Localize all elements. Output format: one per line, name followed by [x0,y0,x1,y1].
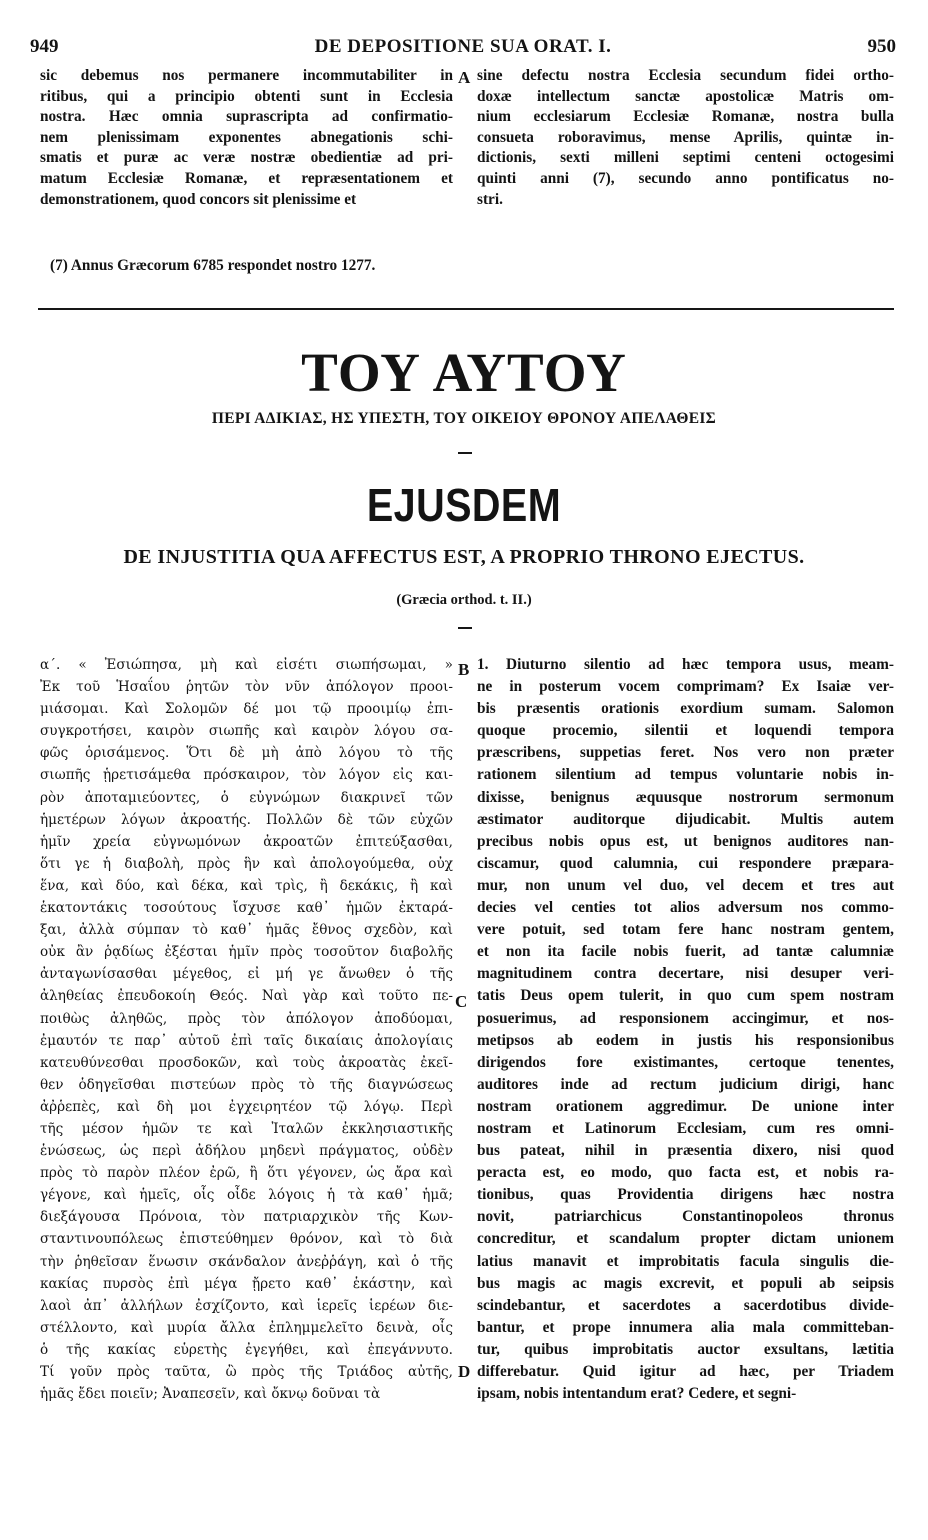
text-line: ritibus, qui a principio obtenti sunt in Ecclesia [40,87,453,105]
source-note: (Græcia orthod. t. II.) [396,592,532,608]
section-rule [38,308,894,310]
greek-text-line: ἐμαυτόν τε παρ᾽ αὐτοῦ ἐπὶ ταῖς δικαίαις ἀπολογίαις [40,1032,453,1049]
greek-text-line: γέγονε, καὶ ἡμεῖς, οἷς οἶδε λόγοις ἡ τὰ καθ᾽ ἡμᾶ; [40,1187,453,1204]
greek-text-line: ὅτι γε ἡ διαβολὴ, πρὸς ἣν καὶ ἀπολογούμεθα, οὐχ [40,855,453,872]
greek-text-line: ἀῤῥεπὲς, καὶ δὴ μοι ἐγχειρητέον τῷ λόγῳ. Περὶ [40,1098,453,1115]
latin-text-line: æstimator auditorque dijudicabit. Multis autem [477,810,894,828]
greek-text-line: ἑκατοντάκις τοσούτους ἴσχυσε καθ᾽ ἡμῶν ἐκταρά- [40,900,453,917]
latin-text-line: bus pateat, nihil in præsentia dixero, nisi quod [477,1142,894,1160]
text-line: nostra. Hæc omnia suprascripta ad confirmatio- [40,108,453,126]
greek-subtitle: ΠΕΡΙ ΑΔΙΚΙΑΣ, ΗΣ ΥΠΕΣΤΗ, ΤΟΥ ΟΙΚΕΙΟΥ ΘΡΟΝΟΥ ΑΠΕΛΑΘΕΙΣ [211,410,717,427]
greek-text-line: α΄. « Ἐσιώπησα, μὴ καὶ εἰσέτι σιωπήσωμαι, » [40,657,453,673]
latin-text-line: tur, quibus improbitatis auctor exsultans, lætitia [477,1340,894,1358]
text-line: stri. [477,190,503,208]
text-line: nem plenissimam exponentes abnegationis schi- [40,128,453,146]
latin-subtitle: DE INJUSTITIA QUA AFFECTUS EST, A PROPRIO THRONO EJECTUS. [123,546,805,568]
text-line: smatis et puræ ac veræ nostræ obedientiæ ad pri- [40,149,453,167]
text-line: dictionis, sexti milleni septimi centeni octogesimi [477,149,894,167]
greek-text-line: θεν ὁδηγεῖσθαι πιστεύων πρὸς τὸ τῆς διαγνώσεως [40,1076,453,1093]
greek-text-line: ξαι, ἀλλὰ σύμπαν τὸ καθ᾽ ἡμᾶς ἔθνος σχεδὸν, καὶ [40,922,453,939]
latin-text-line: bus magis ac magis excrevit, et populi ab seipsis [477,1274,894,1292]
text-line: quinti anni (7), secundo anno pontificatus no- [477,169,894,187]
greek-text-line: ἡμετέρων λόγων ἀκροατής. Πολλῶν δὲ τῶν εὐχῶν [40,811,453,828]
greek-text-line: φῶς ὁρισάμενος. Ὅτι δὲ μὴ ἀπὸ λόγου τὸ τῆς [40,745,453,762]
text-line: doxæ intellectum sanctæ apostolicæ Matris om- [477,87,894,105]
margin-marker-d: D [458,1362,471,1381]
greek-text-line: ὁ τῆς κακίας εὑρετὴς ἐγεγήθει, καὶ ἐπεγάννυτο. [40,1341,453,1358]
latin-text-line: vere potuit, sed totam fere hanc nostram gentem, [477,921,894,939]
latin-text-line: concreditur, et scandalum propter dictam unionem [477,1230,894,1248]
greek-text-line: οὐκ ἂν ῥᾳδίως ἐξέσται ἡμῖν πρὸς τοσοῦτον διαβολῆς [40,944,453,961]
text-line: demonstrationem, quod concors sit plenissime et [40,190,357,208]
margin-marker-c: C [455,992,468,1011]
latin-text-line: precibus nobis opus est, ut benignos auditores nan- [477,832,894,850]
greek-text-line: κακίας πυρσὸς ἐπὶ μέγα ᾔρετο καθ᾽ ἑκάστην, καὶ [40,1275,453,1292]
right-page-number: 950 [867,36,896,57]
greek-text-line: ποιθὼς ἀληθῶς, πρὸς τὸν ἀπόλογον ἀποδύομαι, [40,1010,453,1027]
latin-text-line: ciscamur, quod calumnia, cui respondere præpara- [477,854,894,872]
latin-text-line: magnitudinem contra decertare, nisi desuper veri- [477,965,894,983]
text-line: nium ecclesiarum Ecclesiæ Romanæ, nostra bulla [477,108,894,126]
greek-text-line: κατευθύνεσθαι προσδοκῶν, καὶ τοὺς ἀκροατὰς ἐκεῖ- [40,1054,453,1071]
greek-text-line: ἀληθείας ἐπευδοκοίη Θεός. Ναὶ γὰρ καὶ τοῦτο πε- [40,988,453,1005]
greek-text-line: ἡμῖν χρεία εὐγνωμόνων ἀκροατῶν ἐπιτεύξασθαι, [40,833,453,850]
running-title: DE DEPOSITIONE SUA ORAT. I. [314,36,612,57]
greek-text-line: σιωπῆς ᾑρετισάμεθα πρόσκαιρον, τὸν λόγον εἰς και- [40,767,453,784]
margin-marker-b: B [458,660,470,679]
latin-text-line: dirigendos fore existimantes, certoque tenentes, [477,1053,894,1071]
latin-text-line: bantur, et prope innumera alia mala committeban- [477,1318,894,1336]
greek-text-line: τῆς μέσον ἡμῶν τε καὶ Ἰταλῶν ἐκκλησιαστικῆς [40,1120,453,1137]
top-right-column [477,66,894,210]
latin-text-line: mur, non unum vel duo, vel decem et tres aut [477,876,894,894]
latin-text-line: 1. Diuturno silentio ad hæc tempora usus, meam- [477,656,894,673]
latin-title: EJUSDEM [366,479,562,531]
latin-text-line: posuerimus, ad responsionem accingimur, et nos- [477,1009,894,1027]
latin-text-line: decies vel centies tot alios adversum nos commo- [477,899,894,917]
greek-text-line: ἑνώσεως, ὡς περὶ ἀδήλου μηδενὶ πράγματος, οὐδὲν [40,1143,453,1160]
latin-text-line: nostram orationem aggredimur. De unione inter [477,1097,894,1115]
text-line: consueta roboravimus, mense Aprilis, quintæ in- [477,128,894,146]
greek-text-line: ρὸν ἀποταμιεύοντες, ὁ εὐγνώμων διακρινεῖ τῶν [40,789,453,806]
latin-text-line: ipsam, nobis intentandum erat? Cedere, et segni- [477,1385,797,1403]
greek-text-line: λαοὶ ἀπ᾽ ἀλλήλων ἐσχίζοντο, καὶ ἱερεῖς ἱερέων διε- [40,1297,453,1314]
greek-text-line: μιάσομαι. Καὶ Σολομῶν δέ μοι τῷ προοιμίῳ ἐπι- [40,701,453,718]
greek-text-line: ἀνταγωνίσασθαι μέγεθος, εἰ μή γε ἄνωθεν ὁ τῆς [40,966,453,983]
greek-text-line: ἕνα, καὶ δύο, καὶ δέκα, καὶ τρὶς, ἢ δεκάκις, ἢ καὶ [40,877,453,894]
greek-text-line: Ἐκ τοῦ Ἡσαΐου ῥητῶν τὸν νῦν ἀπόλογον προοι- [40,679,453,696]
latin-text-line: metipsos ab eodem in justis his responsionibus [477,1031,894,1049]
greek-text-line: συγκροτήσει, καιρὸν σιωπῆς καὶ καιρὸν λόγου σα- [40,723,453,740]
top-left-column [40,66,453,210]
latin-text-line: peracta est, eo modo, quo facta est, et nobis ra- [477,1164,894,1182]
text-line: sic debemus nos permanere incommutabiliter in [40,67,453,84]
latin-text-line: latius manavit et improbitatis facula singulis die- [477,1252,894,1270]
running-head [30,36,896,60]
greek-text-line: πρὸς τὸ παρὸν πλέον ἐρῶ, ἢ ὅτι γέγονεν, ὡς ἄρα καὶ [40,1165,453,1182]
title-separator-2 [458,627,472,629]
title-separator-1 [458,452,472,454]
latin-text-line: novit, patriarchicus Constantinopoleos thronus [477,1208,894,1226]
latin-text-line: dixisse, benignus æquusque nostrorum sermonum [477,788,894,806]
latin-text-line: quoque procemio, silentii et loquendi tempora [477,722,894,740]
text-line: matum Ecclesiæ Romanæ, et repræsentationem et [40,169,453,187]
latin-text-line: et non ita facile nobis fuerit, ad tantæ calumniæ [477,943,894,961]
greek-text-line: Τί γοῦν πρὸς ταῦτα, ὢ πρὸς τῆς Τριάδος αὐτῆς, [40,1364,453,1380]
footnote: (7) Annus Græcorum 6785 respondet nostro 1277. [50,257,376,274]
latin-text-line: tionibus, quas Providentia dirigens hæc nostra [477,1186,894,1204]
greek-title: ΤΟΥ ΑΥΤΟΥ [301,342,627,403]
latin-text-line: præscribens, suppetias feret. Nos vero non præter [477,744,894,762]
latin-text-line: rationem silentium ad tempus voluntarie nobis in- [477,766,894,784]
latin-text-line: ne in posterum vocem comprimam? Ex Isaiæ ver- [477,678,894,696]
margin-marker-a: A [458,68,471,87]
greek-text-line: στέλλοντο, καὶ μυρία ἄλλα ἐπλημμελεῖτο δεινὰ, οἷς [40,1319,453,1336]
text-line: sine defectu nostra Ecclesia secundum fidei ortho- [477,67,894,84]
latin-text-line: bis præsentis orationis exordium sumam. Salomon [477,700,894,718]
greek-text-line: σταντινουπόλεως ἐπιστεύθημεν θρόνον, καὶ τὸ διὰ [40,1231,453,1248]
latin-text-line: tatis Deus opem tulerit, in quo cum spem nostram [477,987,894,1005]
latin-text-line: scindebantur, et sacerdotes a sacerdotibus divide- [477,1296,894,1314]
greek-text-line: διεξάγουσα Πρόνοια, τὸν πατριαρχικὸν τῆς Κων- [40,1209,453,1226]
latin-text-line: nostram et Latinorum Ecclesiam, cum res omni- [477,1119,894,1137]
greek-text-column [40,654,453,1405]
latin-text-line: auditores inde ad rectum judicium dirigi, hanc [477,1075,894,1093]
left-page-number: 949 [30,36,59,57]
greek-text-line: ἡμᾶς ἔδει ποιεῖν; Ἀναπεσεῖν, καὶ ὄκνῳ δοῦναι τὰ [40,1386,381,1403]
latin-text-line: differebatur. Quid igitur ad hæc, per Triadem [477,1363,894,1380]
latin-text-column [477,654,894,1405]
greek-text-line: τὴν ῥηθεῖσαν ἕνωσιν σκάνδαλον ἀνεῤῥάγη, καὶ ὁ τῆς [40,1253,453,1270]
